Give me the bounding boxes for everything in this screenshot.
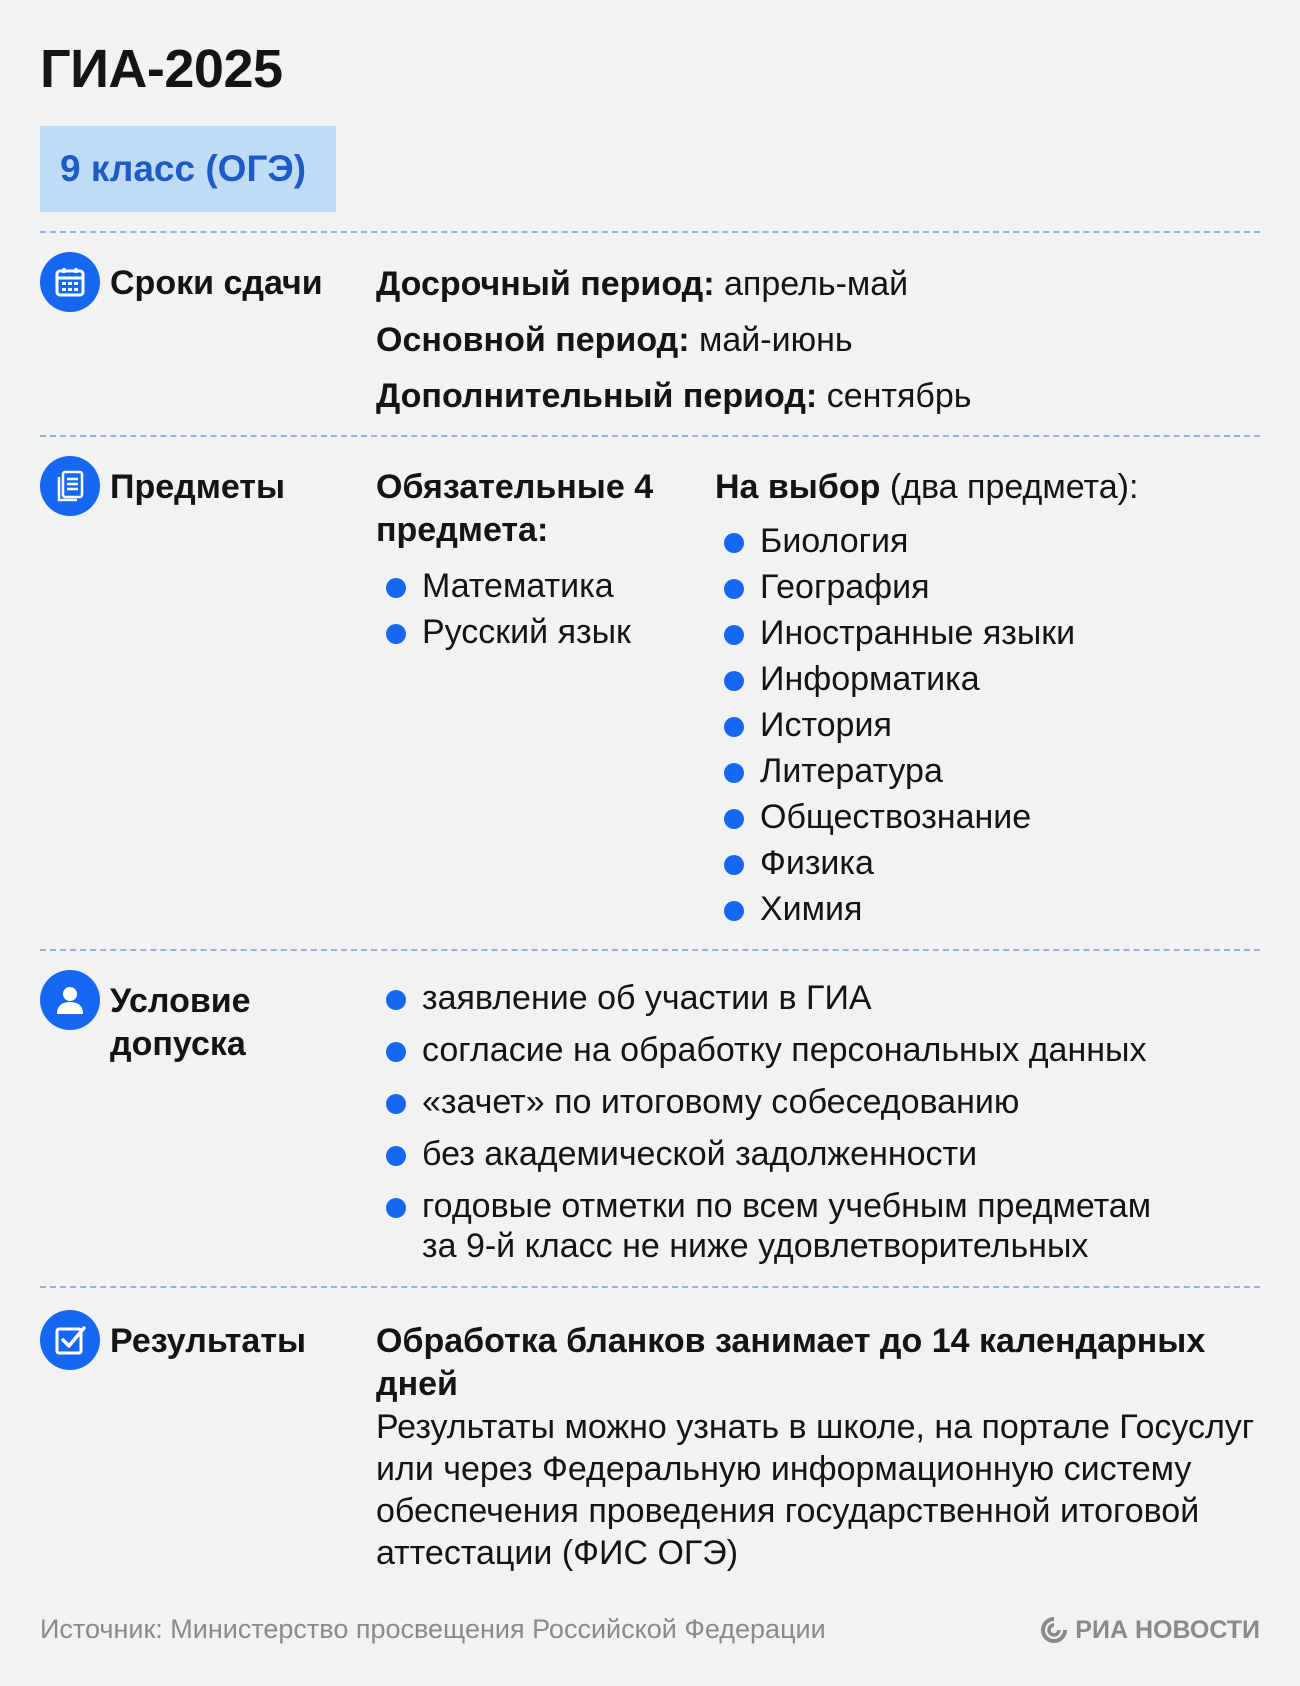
period-row <box>376 320 853 360</box>
elective-title <box>715 466 1138 509</box>
list-item: «зачет» по итоговому собеседованию <box>386 1082 1246 1122</box>
section-label-admission: Условие допуска <box>110 982 251 1063</box>
list-item: История <box>724 705 1075 745</box>
divider <box>40 435 1260 437</box>
list-item: без академической задолженности <box>386 1134 1246 1174</box>
list-item: Математика <box>386 566 631 606</box>
list-item: Русский язык <box>386 612 631 652</box>
list-item: согласие на обработку персональных данных <box>386 1030 1246 1070</box>
period-value: апрель-май <box>724 265 909 303</box>
list-item: годовые отметки по всем учебным предметам за 9-й класс не ниже удовлетворительных <box>386 1186 1192 1266</box>
checkbox-icon <box>40 1310 100 1370</box>
list-item: Обществознание <box>724 797 1075 837</box>
period-value: сентябрь <box>826 377 972 415</box>
elective-list <box>724 521 1075 929</box>
list-item: Физика <box>724 843 1075 883</box>
list-item: Иностранные языки <box>724 613 1075 653</box>
list-item: Литература <box>724 751 1075 791</box>
period-value: май-июнь <box>699 321 853 359</box>
period-term: Дополнительный период: <box>376 377 818 415</box>
section-label-dates: Сроки сдачи <box>110 264 323 302</box>
user-icon <box>40 970 100 1030</box>
list-item: География <box>724 567 1075 607</box>
list-item: заявление об участии в ГИА <box>386 978 1246 1018</box>
admission-list <box>386 978 1246 1266</box>
divider <box>40 231 1260 233</box>
period-term: Досрочный период: <box>376 265 715 303</box>
page-title: ГИА-2025 <box>40 39 283 99</box>
mandatory-title: Обязательные 4 предмета: <box>376 468 654 549</box>
ria-logo-icon <box>1041 1617 1067 1643</box>
results-processing: Обработка бланков занимает до 14 календарных дней <box>376 1322 1206 1403</box>
calendar-icon <box>40 252 100 312</box>
elective-title-bold: На выбор <box>715 468 881 506</box>
grade-badge: 9 класс (ОГЭ) <box>40 126 336 212</box>
period-row <box>376 264 908 304</box>
divider <box>40 1286 1260 1288</box>
divider <box>40 949 1260 951</box>
results-description: Результаты можно узнать в школе, на портале Госуслуг или через Федеральную информационную систему обеспечения проведения государственной итоговой аттестации (ФИС ОГЭ) <box>376 1408 1255 1572</box>
document-icon <box>40 456 100 516</box>
section-label-results: Результаты <box>110 1322 307 1360</box>
section-label-subjects: Предметы <box>110 468 285 506</box>
list-item: Химия <box>724 889 1075 929</box>
ria-logo-text: РИА НОВОСТИ <box>1075 1615 1260 1644</box>
list-item: Информатика <box>724 659 1075 699</box>
period-row <box>376 376 971 416</box>
elective-title-rest: (два предмета): <box>889 468 1139 506</box>
period-term: Основной период: <box>376 321 690 359</box>
ria-logo <box>1041 1612 1260 1648</box>
source-note: Источник: Министерство просвещения Российской Федерации <box>40 1614 826 1644</box>
list-item: Биология <box>724 521 1075 561</box>
mandatory-list <box>386 566 631 652</box>
